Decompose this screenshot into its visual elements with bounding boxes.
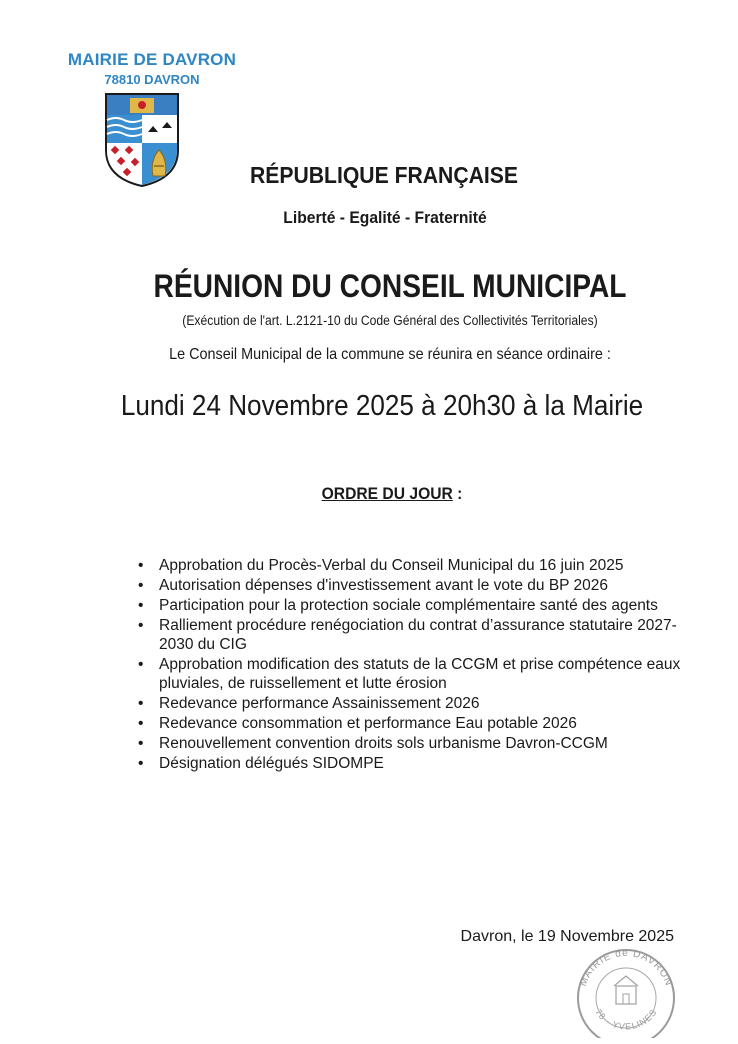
agenda-heading-colon: : [452,484,463,503]
agenda-item-text: Autorisation dépenses d'investissement avant le vote du BP 2026 [159,577,609,594]
bullet-icon: • [138,755,144,772]
agenda-item [138,576,688,595]
agenda-item [138,714,688,733]
agenda-item [138,596,688,615]
bullet-icon: • [138,656,144,673]
agenda-item-text: Renouvellement convention droits sols urbanisme Davron-CCGM [159,735,608,752]
mairie-name: MAIRIE DE DAVRON [67,50,237,69]
agenda-item [138,754,688,773]
agenda-item [138,616,688,654]
legal-reference: (Exécution de l'art. L.2121-10 du Code Général des Collectivités Territoriales) [182,313,598,328]
agenda-item-text: Approbation du Procès-Verbal du Conseil Municipal du 16 juin 2025 [159,557,624,574]
bullet-icon: • [138,557,144,574]
bullet-icon: • [138,577,144,594]
agenda-item [138,694,688,713]
bullet-icon: • [138,597,144,614]
agenda-heading-text: ORDRE DU JOUR [321,484,453,503]
agenda-item-text: Redevance performance Assainissement 2026 [159,695,480,712]
bullet-icon: • [138,617,144,634]
bullet-icon: • [138,735,144,752]
devise: Liberté - Egalité - Fraternité [283,208,487,227]
agenda-item-text: Ralliement procédure renégociation du contrat d’assurance statutaire 2027-2030 du CIG [159,617,677,653]
agenda-list [138,556,688,774]
bullet-icon: • [138,695,144,712]
intro-sentence: Le Conseil Municipal de la commune se réunira en séance ordinaire : [169,346,611,363]
mairie-stamp-icon [566,948,686,1038]
signature-date: Davron, le 19 Novembre 2025 [460,928,674,945]
stamp-top-text: MAIRIE de DAVRON [577,948,675,988]
agenda-heading [31,484,738,504]
agenda-item-text: Approbation modification des statuts de la CCGM et prise compétence eaux pluviales, de ruissellement et lutte érosion [159,656,681,692]
mairie-postal-line: 78810 DAVRON [104,72,200,87]
agenda-item-text: Redevance consommation et performance Eau potable 2026 [159,715,577,732]
agenda-item [138,655,688,693]
agenda-item [138,734,688,753]
stamp-bottom-text: 78 - YVELINES [593,1006,659,1032]
republique-heading: RÉPUBLIQUE FRANÇAISE [249,162,519,188]
bullet-icon: • [138,715,144,732]
page-title: RÉUNION DU CONSEIL MUNICIPAL [153,268,627,304]
agenda-item [138,556,688,575]
agenda-item-text: Désignation délégués SIDOMPE [159,755,384,772]
meeting-date-line: Lundi 24 Novembre 2025 à 20h30 à la Mairie [120,390,644,422]
agenda-item-text: Participation pour la protection sociale complémentaire santé des agents [159,597,658,614]
